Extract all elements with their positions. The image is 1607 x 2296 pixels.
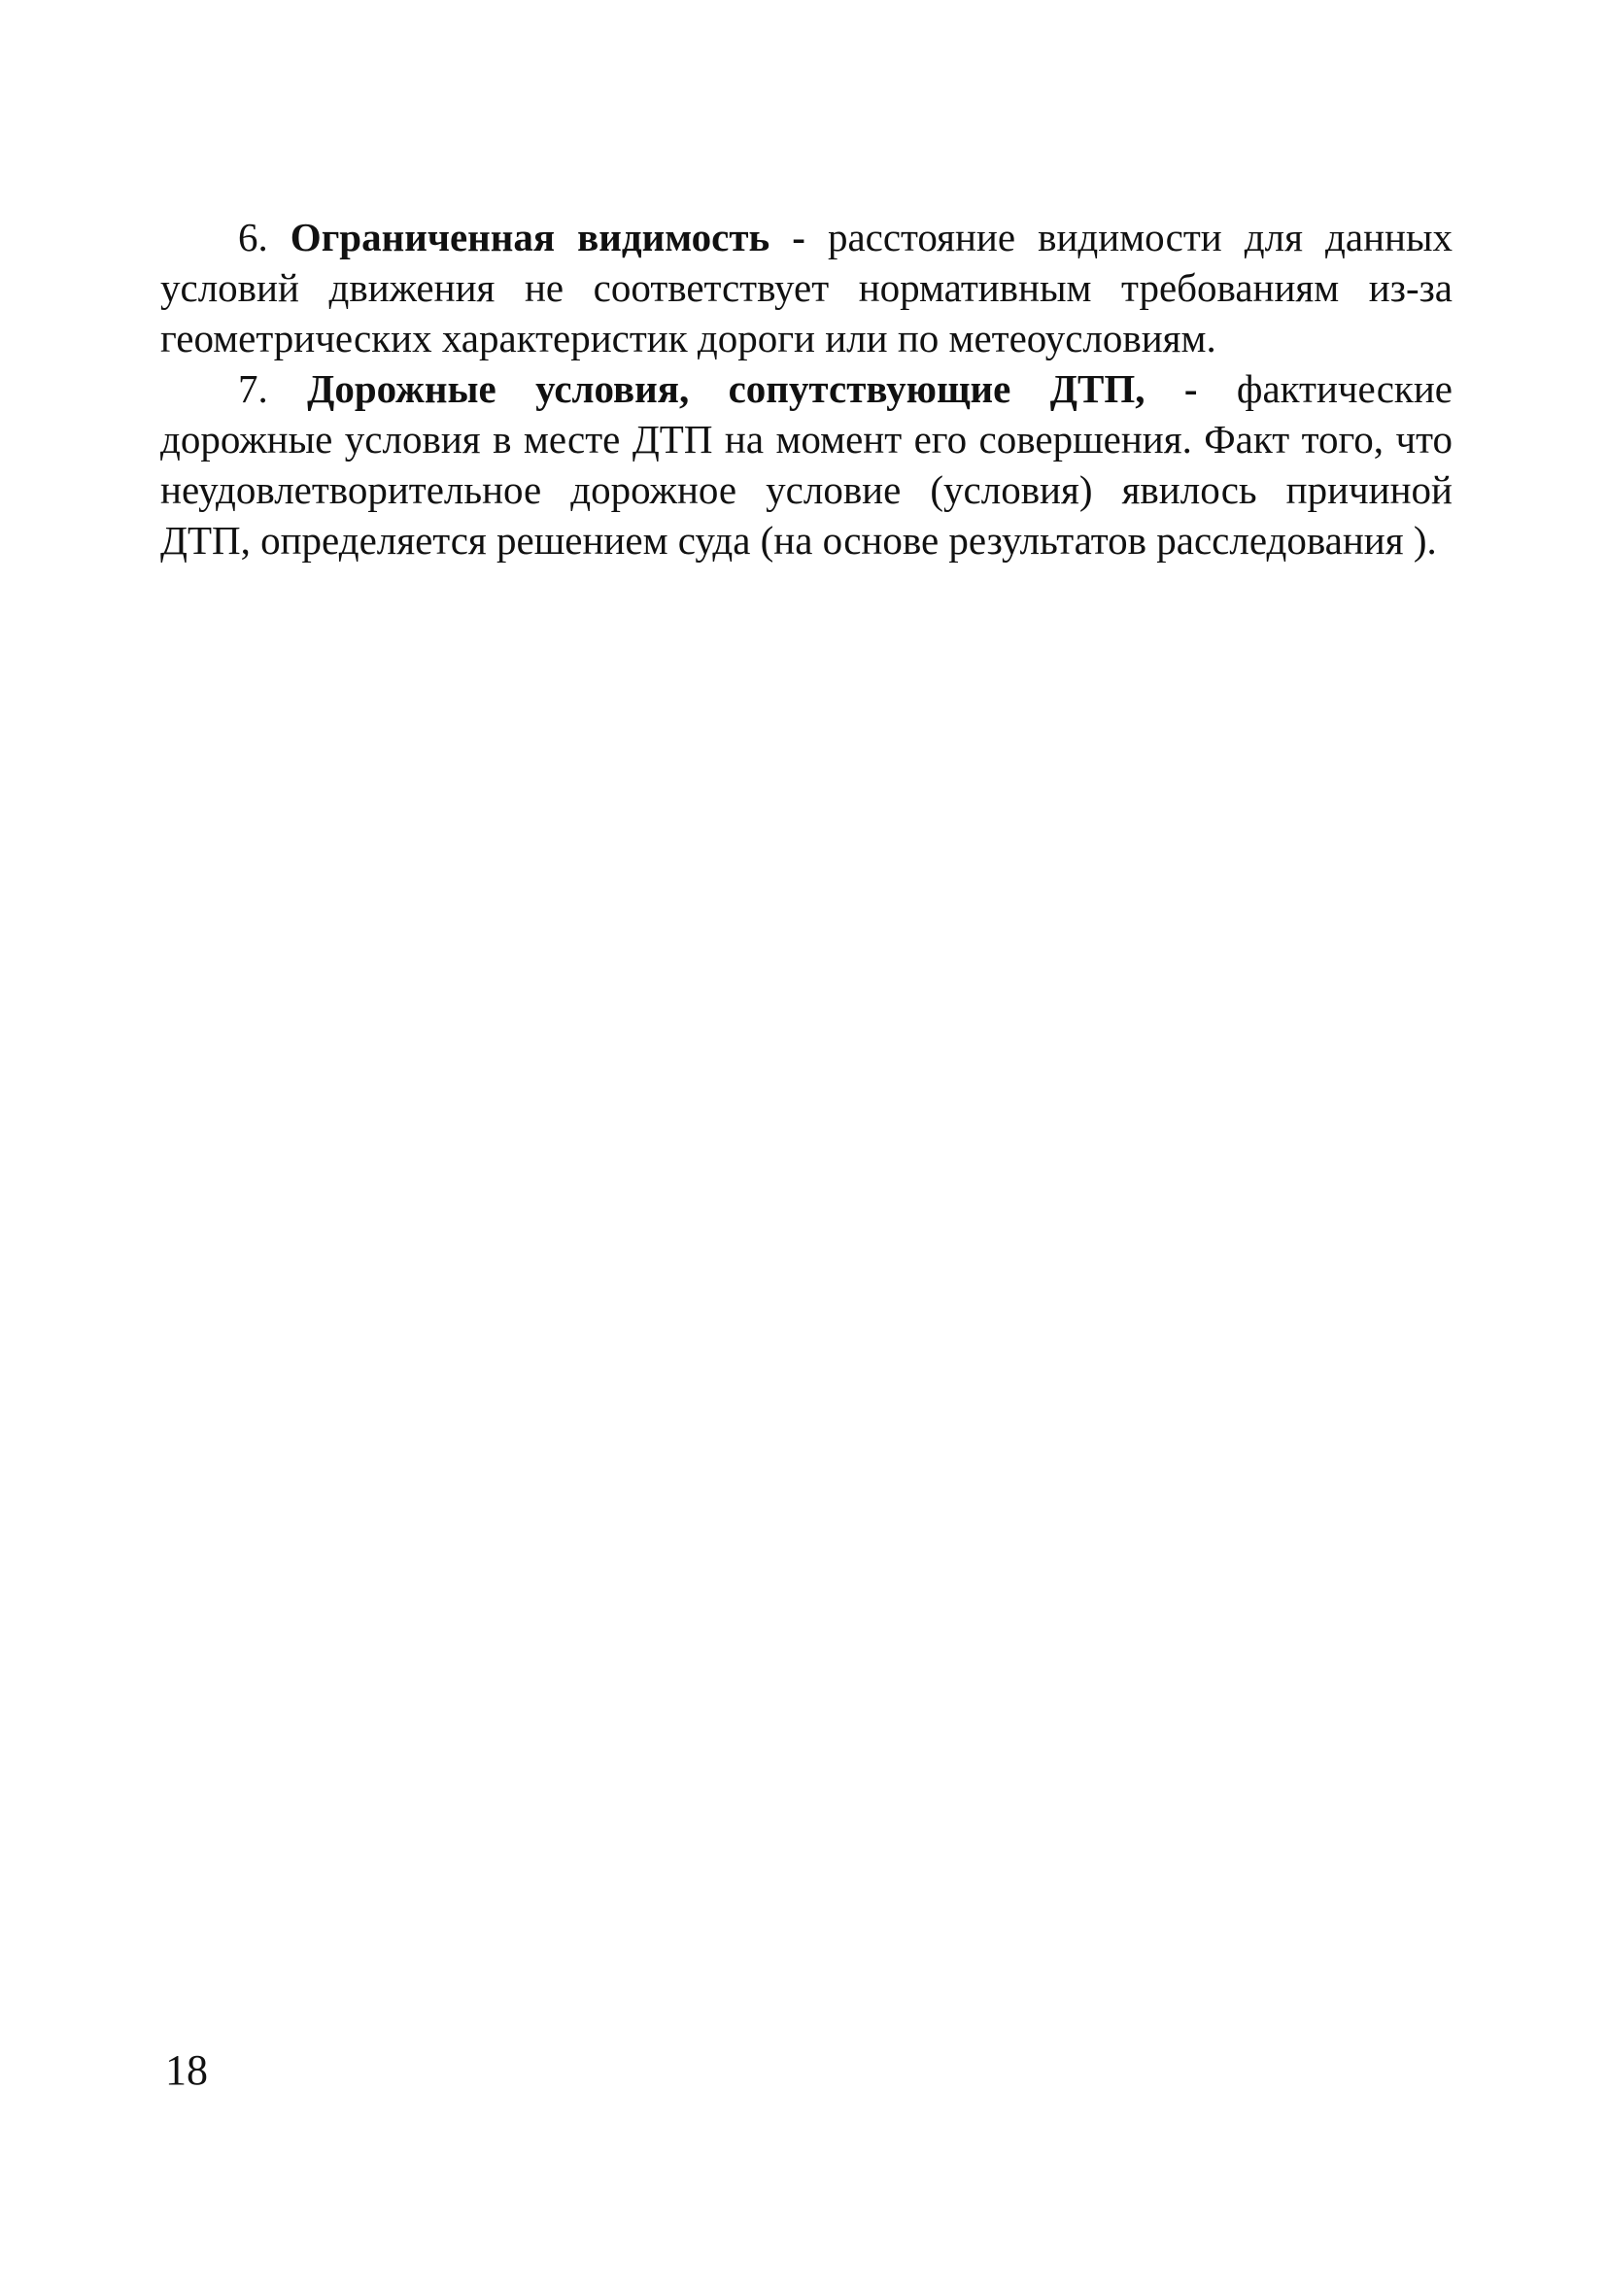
defined-term: Дорожные условия, сопутствующие ДТП, -: [307, 366, 1198, 411]
page-number: 18: [165, 2046, 208, 2094]
defined-term: Ограниченная видимость -: [290, 215, 805, 259]
definition-paragraph-7: [160, 363, 1453, 565]
paragraph-number: 7.: [238, 366, 268, 411]
definition-paragraph-6: [160, 212, 1453, 363]
definition-text: фактические дорожные условия в месте ДТП на момент его совершения. Факт того, что неудовлетворительное дорожное условие (условия) явилось причиной ДТП, определяется решением суда (на основе результатов расследования ).: [160, 366, 1453, 563]
page-content: [160, 212, 1453, 565]
paragraph-number: 6.: [238, 215, 268, 259]
definition-text: расстояние видимости для данных условий движения не соответствует нормативным требованиям из-за геометрических характеристик дороги или по метеоусловиям.: [160, 215, 1453, 360]
